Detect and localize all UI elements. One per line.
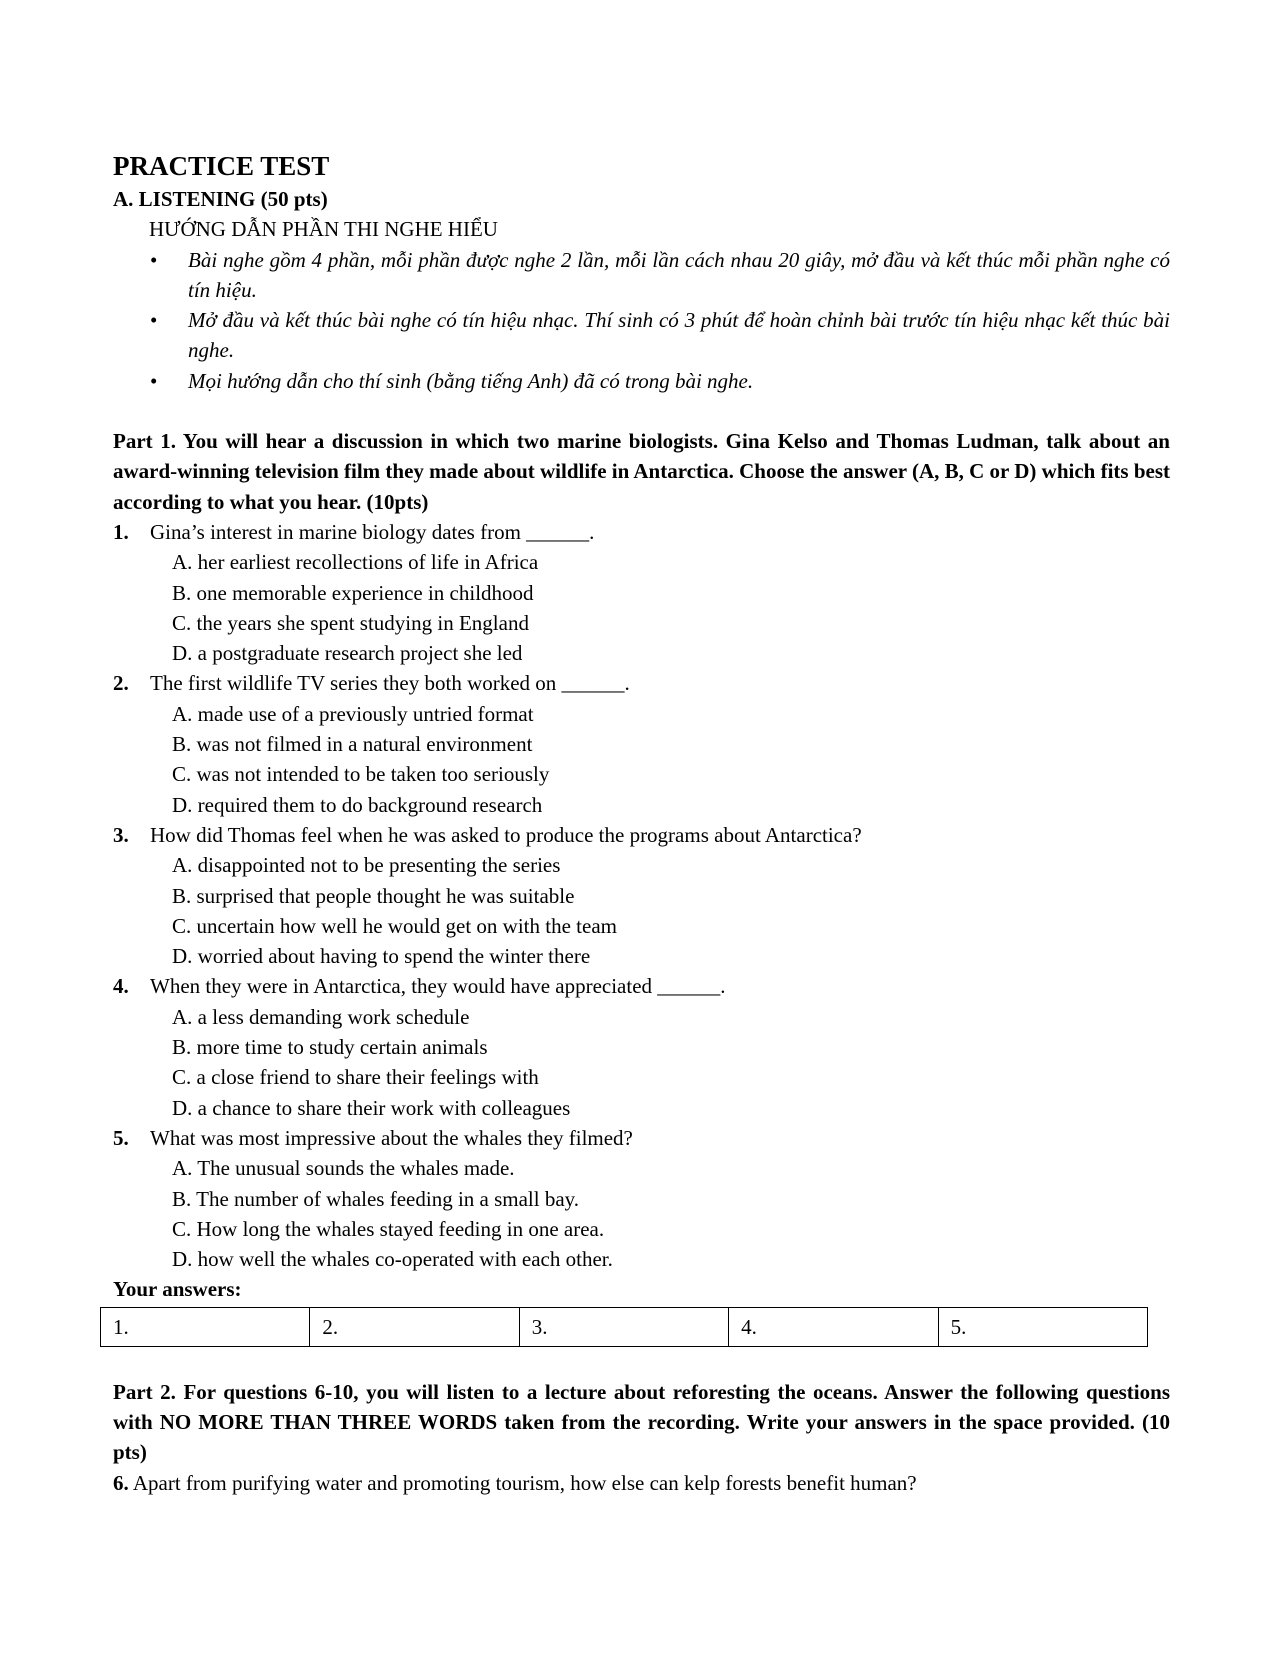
question-text: The first wildlife TV series they both worked on ______.	[150, 671, 630, 696]
question-block	[113, 517, 1170, 668]
your-answers-label: Your answers:	[113, 1277, 242, 1302]
part1-instructions: Part 1. You will hear a discussion in which two marine biologists. Gina Kelso and Thomas Ludman, talk about an award-winning television film they made about wildlife in Antarctica. Choose the answer (A, B, C or D) which fits best according to what you hear. (10pts)	[113, 429, 1170, 514]
section-a-heading: A. LISTENING (50 pts)	[113, 187, 328, 211]
question-block	[113, 820, 1170, 971]
option-d: D. a chance to share their work with colleagues	[172, 1095, 571, 1120]
answer-cell-3[interactable]: 3.	[519, 1307, 728, 1346]
option-a: A. made use of a previously untried format	[172, 701, 534, 726]
question-text: When they were in Antarctica, they would have appreciated ______.	[150, 974, 726, 999]
option-b: B. The number of whales feeding in a small bay.	[172, 1186, 580, 1211]
part2-instructions: Part 2. For questions 6-10, you will listen to a lecture about reforesting the oceans. Answer the following questions with NO MORE THAN THREE WORDS taken from the recording. Write your answers in the space provided. (10 pts)	[113, 1379, 1170, 1465]
question-number: 5.	[113, 1125, 129, 1150]
question-block	[113, 971, 1170, 1122]
bullet-icon: •	[150, 247, 158, 272]
rule-text: Mở đầu và kết thúc bài nghe có tín hiệu nhạc. Thí sinh có 3 phút để hoàn chỉnh bài trước tín hiệu nhạc kết thúc bài nghe.	[188, 308, 1170, 363]
question-text: Apart from purifying water and promoting tourism, how else can kelp forests benefit human?	[128, 1470, 917, 1495]
option-c: C. a close friend to share their feelings with	[172, 1065, 539, 1090]
question-number: 6.	[113, 1470, 129, 1495]
answer-cell-2[interactable]: 2.	[310, 1307, 519, 1346]
question-text: Gina’s interest in marine biology dates from ______.	[150, 519, 595, 544]
answer-cell-1[interactable]: 1.	[101, 1307, 310, 1346]
page-title: PRACTICE TEST	[113, 151, 330, 181]
rule-text: Bài nghe gồm 4 phần, mỗi phần được nghe 2 lần, mỗi lần cách nhau 20 giây, mở đầu và kết thúc mỗi phần nghe có tín hiệu.	[188, 247, 1170, 302]
option-a: A. disappointed not to be presenting the series	[172, 853, 561, 878]
bullet-icon: •	[150, 368, 158, 393]
question-block	[113, 1123, 1170, 1274]
option-c: C. was not intended to be taken too seriously	[172, 762, 550, 787]
option-b: B. surprised that people thought he was suitable	[172, 883, 575, 908]
option-d: D. how well the whales co-operated with each other.	[172, 1247, 613, 1272]
option-d: D. worried about having to spend the winter there	[172, 944, 591, 969]
option-a: A. a less demanding work schedule	[172, 1004, 470, 1029]
question-6	[113, 1468, 1170, 1498]
rules-list	[113, 245, 1170, 396]
option-a: A. her earliest recollections of life in Africa	[172, 550, 539, 575]
option-b: B. was not filmed in a natural environment	[172, 732, 533, 757]
question-number: 3.	[113, 822, 129, 847]
question-number: 2.	[113, 671, 129, 696]
option-c: C. How long the whales stayed feeding in one area.	[172, 1216, 605, 1241]
question-block	[113, 668, 1170, 819]
question-text: How did Thomas feel when he was asked to produce the programs about Antarctica?	[150, 822, 862, 847]
question-number: 1.	[113, 519, 129, 544]
question-text: What was most impressive about the whales they filmed?	[150, 1125, 633, 1150]
rule-item	[113, 245, 1170, 306]
option-c: C. the years she spent studying in England	[172, 610, 529, 635]
option-b: B. one memorable experience in childhood	[172, 580, 534, 605]
option-d: D. required them to do background research	[172, 792, 543, 817]
table-row	[101, 1307, 1148, 1346]
option-b: B. more time to study certain animals	[172, 1035, 488, 1060]
option-c: C. uncertain how well he would get on with the team	[172, 913, 617, 938]
rule-text: Mọi hướng dẫn cho thí sinh (bằng tiếng Anh) đã có trong bài nghe.	[188, 368, 754, 393]
option-a: A. The unusual sounds the whales made.	[172, 1156, 515, 1181]
answer-cell-5[interactable]: 5.	[938, 1307, 1147, 1346]
question-number: 4.	[113, 974, 129, 999]
rule-item	[113, 305, 1170, 366]
guide-heading: HƯỚNG DẪN PHẦN THI NGHE HIỂU	[149, 217, 498, 242]
answer-table	[100, 1307, 1148, 1347]
answer-cell-4[interactable]: 4.	[729, 1307, 938, 1346]
rule-item	[113, 366, 1170, 396]
option-d: D. a postgraduate research project she led	[172, 641, 523, 666]
bullet-icon: •	[150, 308, 158, 333]
